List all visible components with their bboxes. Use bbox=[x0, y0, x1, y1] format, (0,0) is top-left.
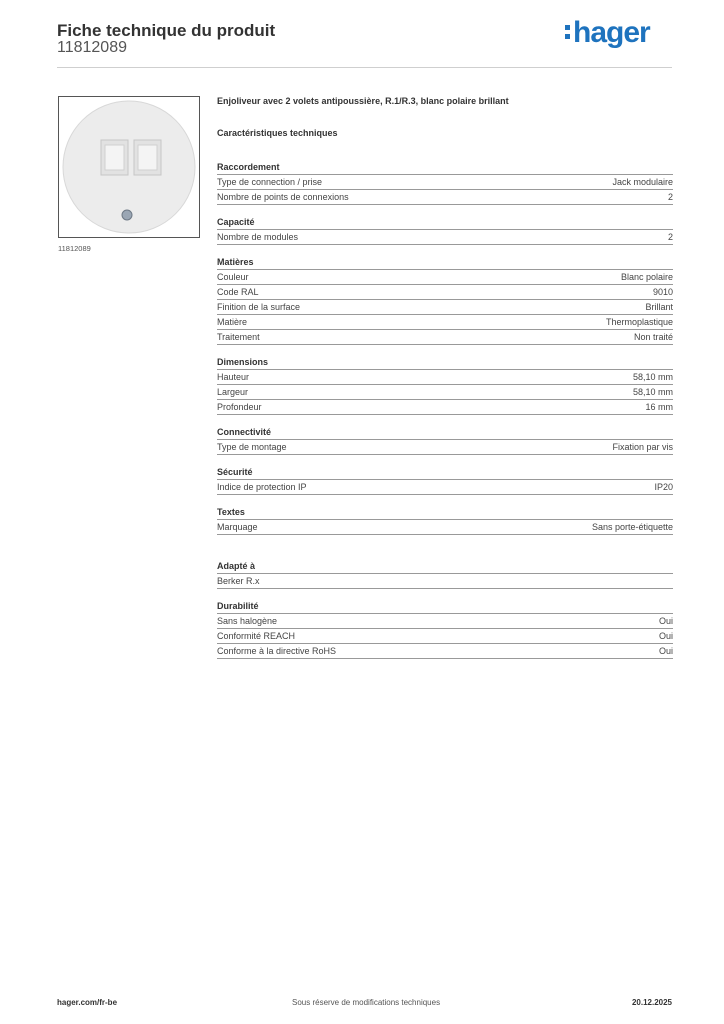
spec-value: Oui bbox=[658, 646, 673, 656]
spec-section bbox=[217, 160, 673, 205]
spec-value: 2 bbox=[667, 232, 673, 242]
section-title: Adapté à bbox=[217, 559, 673, 574]
spec-row bbox=[217, 440, 673, 455]
spec-row bbox=[217, 285, 673, 300]
spec-label: Largeur bbox=[217, 387, 249, 397]
spec-section bbox=[217, 215, 673, 245]
section-title: Sécurité bbox=[217, 465, 673, 480]
spec-value: Oui bbox=[658, 631, 673, 641]
spec-section bbox=[217, 505, 673, 535]
spec-row bbox=[217, 644, 673, 659]
adapted-item bbox=[217, 574, 673, 589]
spec-row bbox=[217, 629, 673, 644]
spec-label: Couleur bbox=[217, 272, 249, 282]
spec-label: Nombre de modules bbox=[217, 232, 299, 242]
spec-row bbox=[217, 175, 673, 190]
spec-label: Finition de la surface bbox=[217, 302, 301, 312]
spec-label: Type de montage bbox=[217, 442, 287, 452]
section-durability bbox=[217, 599, 673, 659]
logo-text: hager bbox=[573, 16, 650, 49]
spec-section bbox=[217, 255, 673, 345]
spec-label: Profondeur bbox=[217, 402, 262, 412]
logo-dot-icon bbox=[565, 34, 570, 39]
spec-value: 16 mm bbox=[645, 402, 673, 412]
section-title: Dimensions bbox=[217, 355, 673, 370]
spec-section bbox=[217, 465, 673, 495]
section-title: Connectivité bbox=[217, 425, 673, 440]
spec-value: 9010 bbox=[652, 287, 673, 297]
footer-date: 20.12.2025 bbox=[631, 998, 672, 1007]
spec-row bbox=[217, 190, 673, 205]
spec-row bbox=[217, 300, 673, 315]
spec-value: 58,10 mm bbox=[632, 387, 673, 397]
section-title: Matières bbox=[217, 255, 673, 270]
spec-row bbox=[217, 614, 673, 629]
spec-row bbox=[217, 385, 673, 400]
spec-label: Matière bbox=[217, 317, 248, 327]
spec-label: Marquage bbox=[217, 522, 258, 532]
header-divider bbox=[57, 67, 672, 68]
product-code: 11812089 bbox=[57, 39, 127, 56]
spec-row bbox=[217, 520, 673, 535]
page-title: Fiche technique du produit bbox=[57, 21, 276, 40]
logo-dot-icon bbox=[565, 25, 570, 30]
product-cover-plate-icon bbox=[59, 97, 199, 237]
spec-value: Brillant bbox=[645, 302, 673, 312]
spec-value: Blanc polaire bbox=[620, 272, 673, 282]
spec-label: Conformité REACH bbox=[217, 631, 296, 641]
spec-label: Sans halogène bbox=[217, 616, 278, 626]
spec-sections bbox=[217, 160, 673, 535]
spec-section bbox=[217, 425, 673, 455]
spec-label: Conforme à la directive RoHS bbox=[217, 646, 337, 656]
spec-value: Sans porte-étiquette bbox=[591, 522, 673, 532]
spec-value: Thermoplastique bbox=[605, 317, 673, 327]
spec-label: Code RAL bbox=[217, 287, 259, 297]
tech-title: Caractéristiques techniques bbox=[217, 128, 338, 138]
hager-logo[interactable] bbox=[566, 16, 650, 50]
spec-value: Fixation par vis bbox=[612, 442, 673, 452]
spec-label: Indice de protection IP bbox=[217, 482, 307, 492]
spec-row bbox=[217, 230, 673, 245]
section-title: Textes bbox=[217, 505, 673, 520]
spec-content bbox=[217, 96, 673, 659]
spec-row bbox=[217, 315, 673, 330]
section-title: Raccordement bbox=[217, 160, 673, 175]
spec-row bbox=[217, 480, 673, 495]
adapted-item-label: Berker R.x bbox=[217, 576, 260, 586]
spec-row bbox=[217, 270, 673, 285]
spec-value: 58,10 mm bbox=[632, 372, 673, 382]
spec-label: Nombre de points de connexions bbox=[217, 192, 349, 202]
spec-row bbox=[217, 370, 673, 385]
spec-section bbox=[217, 355, 673, 415]
spec-row bbox=[217, 400, 673, 415]
spec-label: Hauteur bbox=[217, 372, 250, 382]
product-image bbox=[58, 96, 200, 238]
spec-value: 2 bbox=[667, 192, 673, 202]
spec-label: Traitement bbox=[217, 332, 260, 342]
footer-notice: Sous réserve de modifications techniques bbox=[292, 998, 441, 1007]
section-title: Capacité bbox=[217, 215, 673, 230]
section-adapted bbox=[217, 559, 673, 589]
spec-value: IP20 bbox=[654, 482, 673, 492]
spec-row bbox=[217, 330, 673, 345]
spec-label: Type de connection / prise bbox=[217, 177, 323, 187]
product-description: Enjoliveur avec 2 volets antipoussière, R.1/R.3, blanc polaire brillant bbox=[217, 96, 509, 106]
section-title: Durabilité bbox=[217, 599, 673, 614]
product-image-caption: 11812089 bbox=[58, 244, 91, 253]
spec-value: Jack modulaire bbox=[612, 177, 673, 187]
spec-value: Non traité bbox=[633, 332, 673, 342]
spec-value: Oui bbox=[658, 616, 673, 626]
footer-website[interactable]: hager.com/fr-be bbox=[57, 998, 118, 1007]
